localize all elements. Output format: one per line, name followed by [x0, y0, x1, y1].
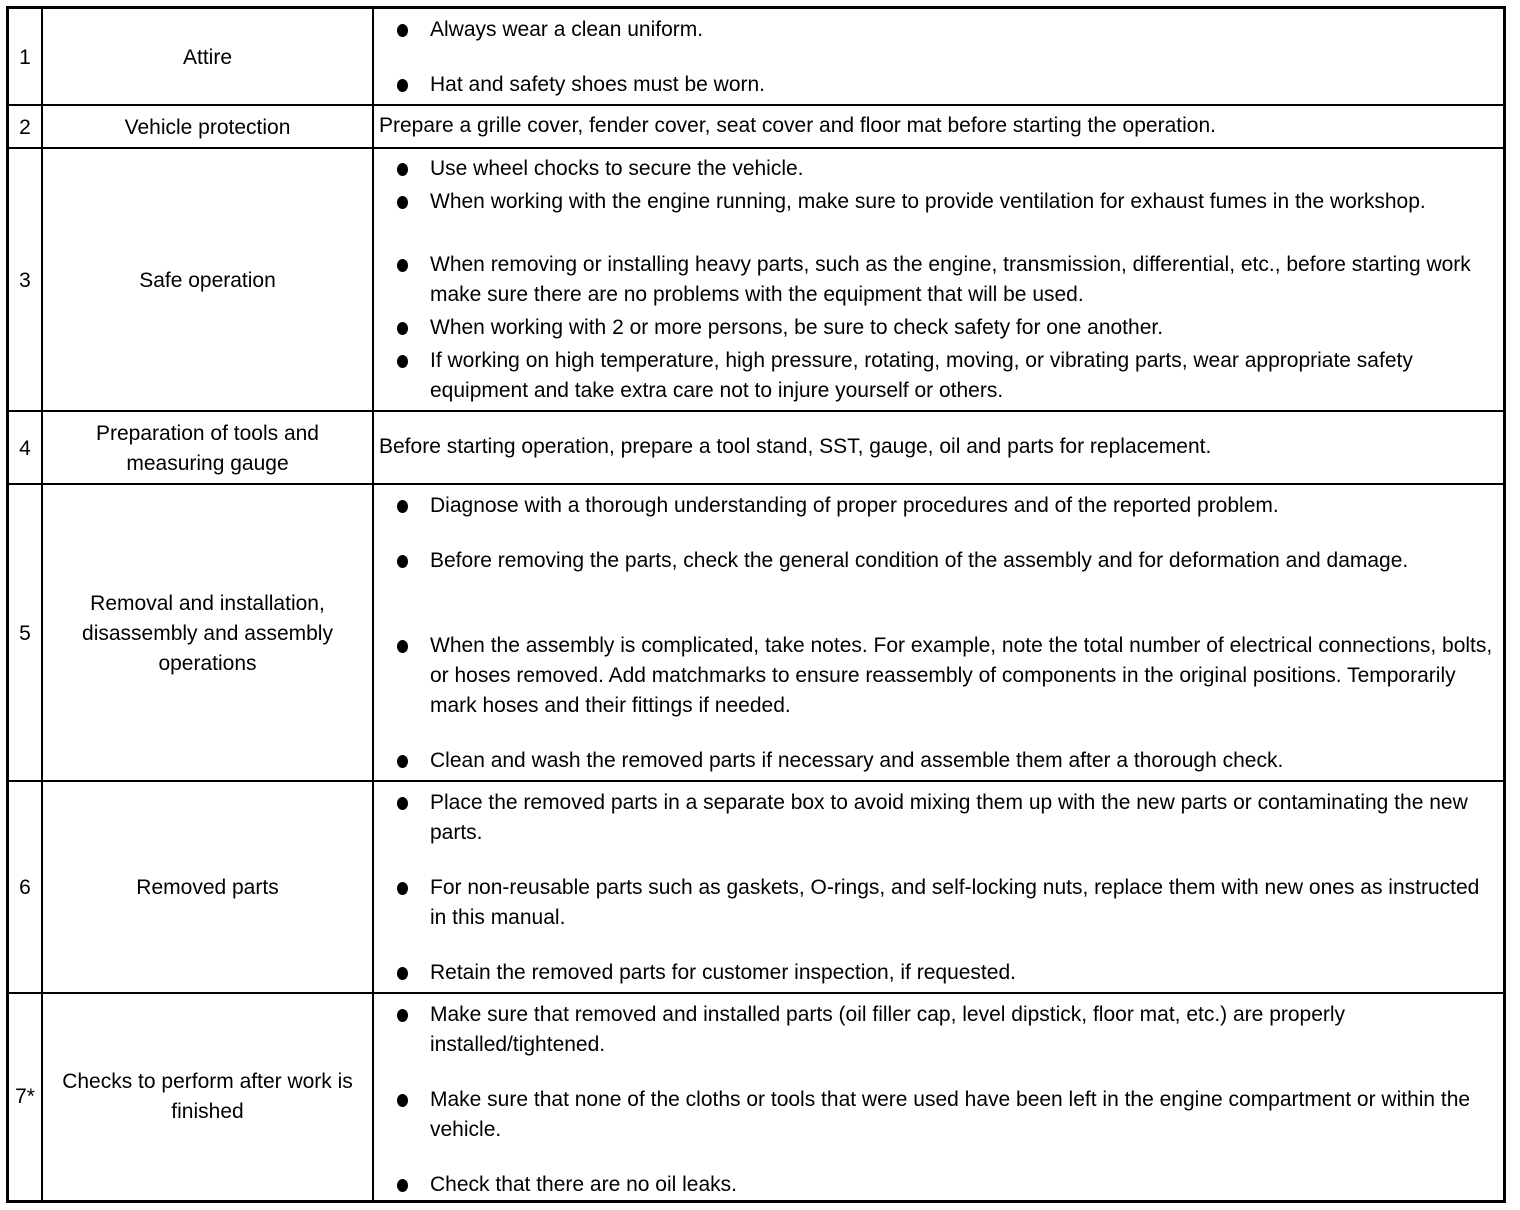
bullet-icon: [397, 322, 408, 335]
description-text: Prepare a grille cover, fender cover, seat cover and floor mat before starting the operation.: [379, 114, 1216, 137]
bullet-icon: [397, 79, 408, 92]
row-number: 6: [9, 782, 43, 994]
list-item: Retain the removed parts for customer inspection, if requested.: [394, 958, 1495, 988]
bullet-icon: [397, 640, 408, 653]
bullet-icon: [397, 797, 408, 810]
row-topic: Safe operation: [43, 149, 374, 412]
table-row-2: [9, 104, 1503, 149]
row-topic: Vehicle protection: [43, 106, 374, 149]
work-precautions-table: [6, 6, 1506, 1203]
list-item: When removing or installing heavy parts, such as the engine, transmission, differential, etc., before starting work make sure there are no problems with the equipment that will be used.: [394, 250, 1495, 310]
bullet-icon: [397, 755, 408, 768]
table-row-3: [9, 147, 1503, 412]
list-item: Diagnose with a thorough understanding of proper procedures and of the reported problem.: [394, 491, 1495, 521]
list-item: Use wheel chocks to secure the vehicle.: [394, 154, 1495, 184]
row-number: 7*: [9, 994, 43, 1200]
list-item: Place the removed parts in a separate box to avoid mixing them up with the new parts or contaminating the new parts.: [394, 788, 1495, 848]
description-text: Before starting operation, prepare a tool stand, SST, gauge, oil and parts for replacement.: [379, 435, 1212, 458]
table-row-5: [9, 483, 1503, 782]
row-description: [374, 485, 1503, 782]
row-topic: Attire: [43, 9, 374, 106]
table-row-6: [9, 780, 1503, 994]
bullet-icon: [397, 1179, 408, 1192]
bullet-icon: [397, 1009, 408, 1022]
row-number: 4: [9, 412, 43, 485]
bullet-icon: [397, 882, 408, 895]
bullet-icon: [397, 967, 408, 980]
row-description: [374, 106, 1503, 149]
table-row-4: [9, 410, 1503, 485]
row-topic: Removal and installation, disassembly and assembly operations: [43, 485, 374, 782]
bullet-icon: [397, 555, 408, 568]
list-item: When working with 2 or more persons, be sure to check safety for one another.: [394, 313, 1495, 343]
row-number: 2: [9, 106, 43, 149]
list-item: For non-reusable parts such as gaskets, O-rings, and self-locking nuts, replace them with new ones as instructed in this manual.: [394, 873, 1495, 933]
row-topic: Checks to perform after work is finished: [43, 994, 374, 1200]
row-number: 3: [9, 149, 43, 412]
list-item: Hat and safety shoes must be worn.: [394, 70, 1495, 100]
row-description: [374, 782, 1503, 994]
list-item: Make sure that removed and installed parts (oil filler cap, level dipstick, floor mat, etc.) are properly installed/tightened.: [394, 1000, 1495, 1060]
list-item: If working on high temperature, high pressure, rotating, moving, or vibrating parts, wear appropriate safety equipment and take extra care not to injure yourself or others.: [394, 346, 1495, 406]
bullet-icon: [397, 500, 408, 513]
bullet-icon: [397, 163, 408, 176]
table-row-7: [9, 992, 1503, 1200]
row-number: 1: [9, 9, 43, 106]
table-row-1: [9, 9, 1503, 106]
row-number: 5: [9, 485, 43, 782]
bullet-icon: [397, 259, 408, 272]
row-description: [374, 9, 1503, 106]
list-item: Make sure that none of the cloths or tools that were used have been left in the engine compartment or within the vehicle.: [394, 1085, 1495, 1145]
list-item: Always wear a clean uniform.: [394, 15, 1495, 45]
list-item: Check that there are no oil leaks.: [394, 1170, 1495, 1200]
list-item: Before removing the parts, check the general condition of the assembly and for deformation and damage.: [394, 546, 1495, 576]
row-description: [374, 412, 1503, 485]
row-topic: Preparation of tools and measuring gauge: [43, 412, 374, 485]
bullet-icon: [397, 196, 408, 209]
list-item: When the assembly is complicated, take notes. For example, note the total number of electrical connections, bolts, or hoses removed. Add matchmarks to ensure reassembly of components in the original positions. Temporarily mark hoses and their fittings if needed.: [394, 631, 1495, 721]
row-topic: Removed parts: [43, 782, 374, 994]
bullet-icon: [397, 1094, 408, 1107]
bullet-icon: [397, 24, 408, 37]
row-description: [374, 994, 1503, 1200]
bullet-icon: [397, 355, 408, 368]
list-item: Clean and wash the removed parts if necessary and assemble them after a thorough check.: [394, 746, 1495, 776]
list-item: When working with the engine running, make sure to provide ventilation for exhaust fumes in the workshop.: [394, 187, 1495, 217]
row-description: [374, 149, 1503, 412]
